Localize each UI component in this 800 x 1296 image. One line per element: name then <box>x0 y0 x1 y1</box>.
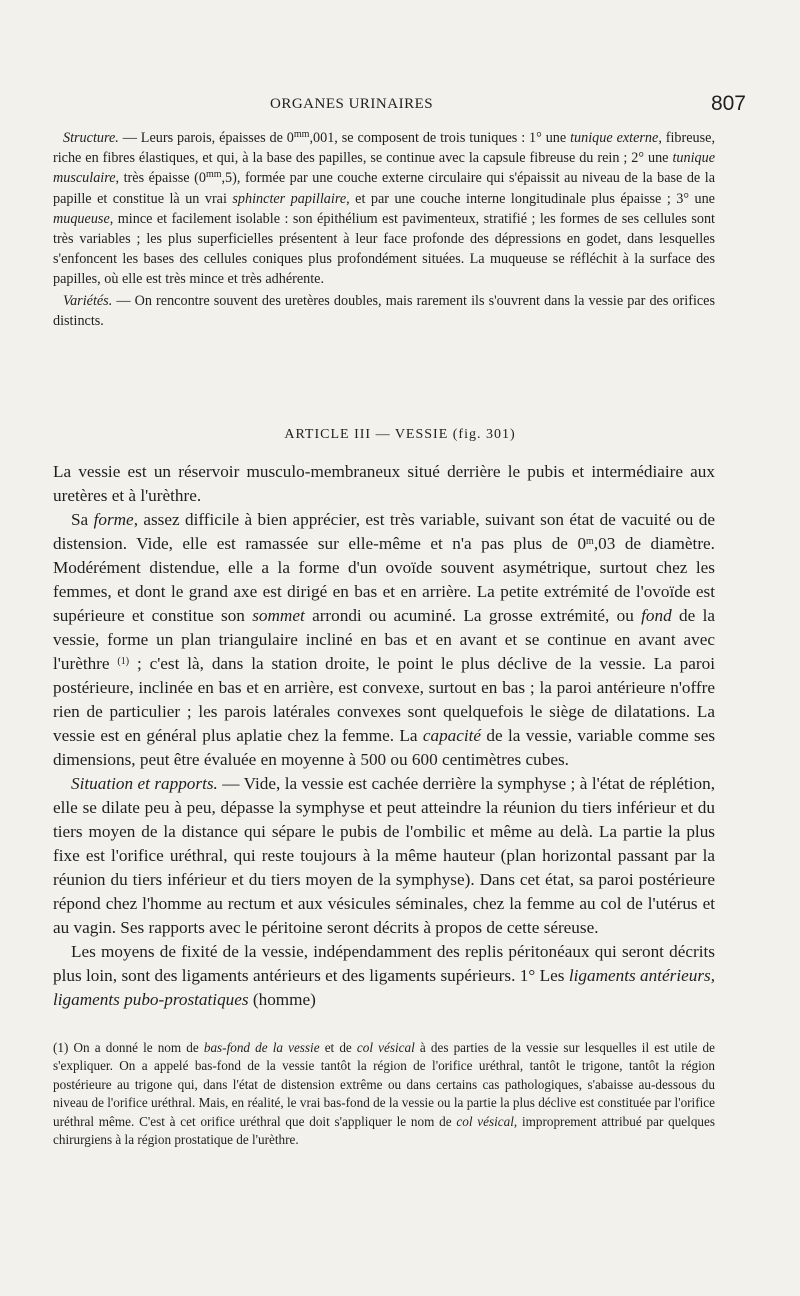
situation-paragraph: Situation et rapports. — Vide, la vessie est cachée derrière la symphyse ; à l'état de réplétion, elle se dilate peu à peu, dépasse la symphyse et peut atteindre la réunion du tiers inférieur et du tiers moyen de la distance qui sépare le pubis de l'ombilic et même au delà. La partie la plus fixe est l'orifice uréthral, qui reste toujours à la même hauteur (plan horizontal passant par la réunion du tiers inférieur et du tiers moyen de la symphyse). Dans cet état, sa paroi postérieure répond chez l'homme au rectum et aux vésicules séminales, chez la femme au col de l'utérus et au vagin. Ses rapports avec le péritoine seront décrits à propos de cette séreuse. <box>53 774 715 937</box>
running-title: ORGANES URINAIRES <box>270 96 434 112</box>
footnote <box>53 1039 715 1149</box>
moyens-paragraph: Les moyens de fixité de la vessie, indépendamment des replis péritonéaux qui seront décrits plus loin, sont des ligaments antérieurs et des ligaments supérieurs. 1° Les ligaments antérieurs, ligaments pubo-prostatiques (homme) <box>53 942 716 1009</box>
intro-paragraph: La vessie est un réservoir musculo-membraneux situé derrière le pubis et intermédiaire aux uretères et à l'urèthre. <box>53 462 715 505</box>
page-number: 807 <box>710 92 746 115</box>
footnote-marker: (1) <box>53 1040 69 1055</box>
page-header <box>40 92 746 120</box>
forme-paragraph: Sa forme, assez difficile à bien apprécier, est très variable, suivant son état de vacuité ou de distension. Vide, elle est ramassée sur elle-même et n'a pas plus de 0$^m$,03 de diamètre. Modérément distendue, elle a la forme d'un ovoïde souvent asymétrique, surtout chez les femmes, et dont le grand axe est dirigé en bas et en arrière. La petite extrémité de l'ovoïde est supérieure et constitue son sommet arrondi ou acuminé. La grosse extrémité, ou fond de la vessie, forme un plan triangulaire incliné en bas et en avant et se continue en avant avec l'urèthre $^{(1)}$ ; c'est là, dans la station droite, le point le plus déclive de la vessie. La paroi postérieure, inclinée en bas et en arrière, est convexe, surtout en bas ; la paroi antérieure n'offre rien de particulier ; les parois latérales convexes sont quelquefois le siège de dilatations. La vessie est en général plus aplatie chez la femme. La capacité de la vessie, variable comme ses dimensions, peut être évaluée en moyenne à 500 ou 600 centimètres cubes. <box>53 510 716 769</box>
section-heading: ARTICLE III — VESSIE (fig. 301) <box>284 427 516 442</box>
situation-label: Situation et rapports. <box>71 774 218 793</box>
main-text <box>53 460 715 1012</box>
structure-label: Structure. <box>63 130 119 146</box>
varietes-paragraph: Variétés. — On rencontre souvent des uretères doubles, mais rarement ils s'ouvrent dans la vessie par des orifices distincts. <box>53 292 715 329</box>
structure-paragraph: Structure. — Leurs parois, épaisses de $0^{mm},001$, se composent de trois tuniques : 1° une tunique externe, fibreuse, riche en fibres élastiques, et qui, à la base des papilles, se continue avec la capsule fibreuse du rein ; 2° une tunique musculaire, très épaisse $(0^{mm},5)$, formée par une couche externe circulaire qui s'épaissit au niveau de la base de la papille et constitue là un vrai sphincter papillaire, et par une couche interne longitudinale plus épaisse ; 3° une muqueuse, mince et facilement isolable : son épithélium est pavimenteux, stratifié ; les formes de ses cellules sont très variables ; les plus superficielles présentent à leur face profonde des dépressions en godet, dans lesquelles s'enfoncent les bases des cellules coniques plus profondément situées. La muqueuse se réfléchit à la surface des papilles, où elle est très mince et très adhérente. <box>53 129 715 288</box>
varietes-label: Variétés. <box>63 292 113 309</box>
structure-section <box>53 128 715 331</box>
footnote-paragraph: (1) On a donné le nom de bas-fond de la vessie et de col vésical à des parties de la vessie sur lesquelles il est utile de s'expliquer. On a appelé bas-fond de la vessie tantôt la région de l'orifice uréthral, tantôt le trigone, tantôt la région postérieure au trigone qui, dans l'état de distension extrême ou dans certains cas pathologiques, s'abaisse au-dessous du niveau de l'orifice uréthral. Mais, en réalité, le vrai bas-fond de la vessie ou la partie la plus déclive est constituée par l'orifice uréthral même. C'est à cet orifice uréthral que doit s'appliquer le nom de col vésical, improprement attribué par quelques chirurgiens à la région prostatique de l'urèthre. <box>53 1040 716 1148</box>
footnote-ref: (1) <box>117 656 130 667</box>
